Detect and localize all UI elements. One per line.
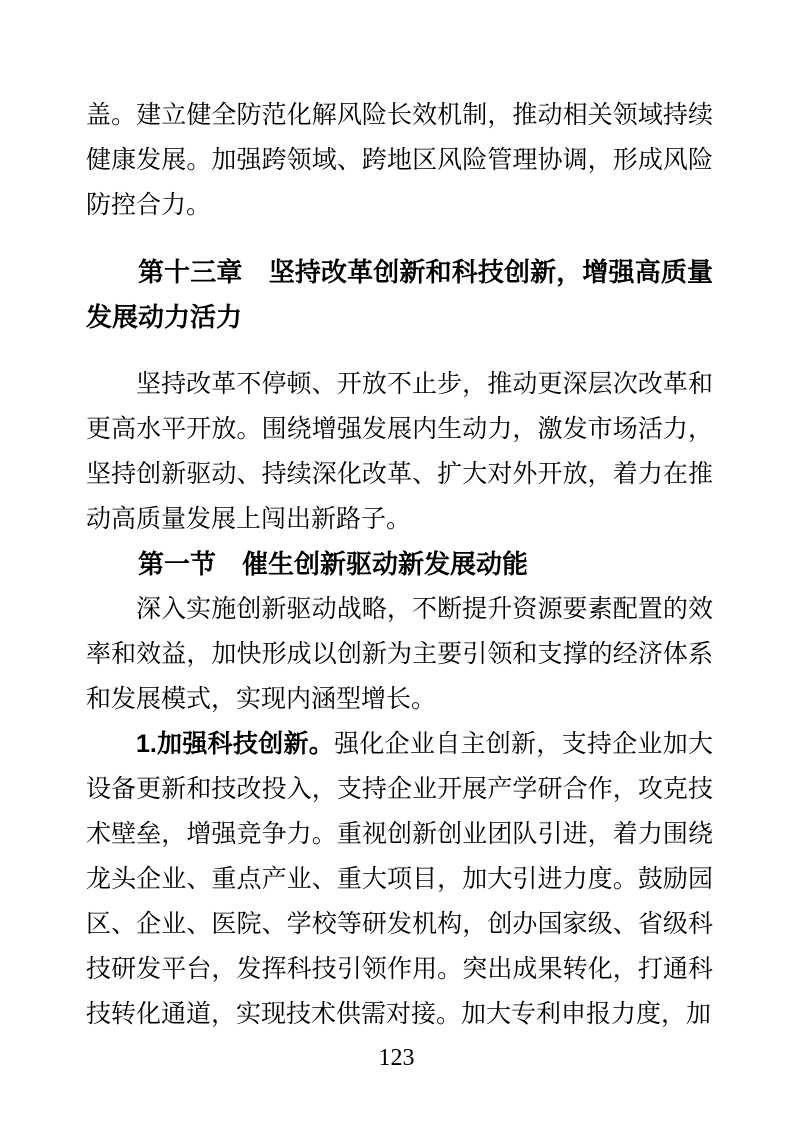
page-number: 123	[378, 1045, 415, 1071]
item-1-text: 强化企业自主创新，支持企业加大设备更新和技改投入，支持企业开展产学研合作，攻克技术壁垒，增强竞争力。重视创新创业团队引进，着力围绕龙头企业、重点产业、重大项目，加大引进力度。鼓励园区、企业、医院、学校等研发机构，创办国家级、省级科技研发平台，发挥科技引领作用。突出成果转化，打通科技转化通道，实现技术供需对接。加大专利申报力度，加	[86, 731, 713, 1028]
chapter-13-heading: 第十三章 坚持改革创新和科技创新，增强高质量发展动力活力	[86, 257, 713, 332]
page-content	[86, 93, 713, 1037]
paragraph-reform-opening: 坚持改革不停顿、开放不止步，推动更深层次改革和更高水平开放。围绕增强发展内生动力，激发市场活力，坚持创新驱动、持续深化改革、扩大对外开放，着力在推动高质量发展上闯出新路子。	[86, 371, 713, 533]
paragraph-risk-control: 盖。建立健全防范化解风险长效机制，推动相关领域持续健康发展。加强跨领域、跨地区风险管理协调，形成风险防控合力。	[86, 102, 713, 219]
paragraph-innovation-strategy: 深入实施创新驱动战略，不断提升资源要素配置的效率和效益，加快形成以创新为主要引领和支撑的经济体系和发展模式，实现内涵型增长。	[86, 596, 713, 713]
paragraph-item-1	[86, 722, 713, 1037]
section-1-heading: 第一节 催生创新驱动新发展动能	[138, 549, 529, 579]
item-1-lead: 1.加强科技创新。	[136, 730, 335, 758]
